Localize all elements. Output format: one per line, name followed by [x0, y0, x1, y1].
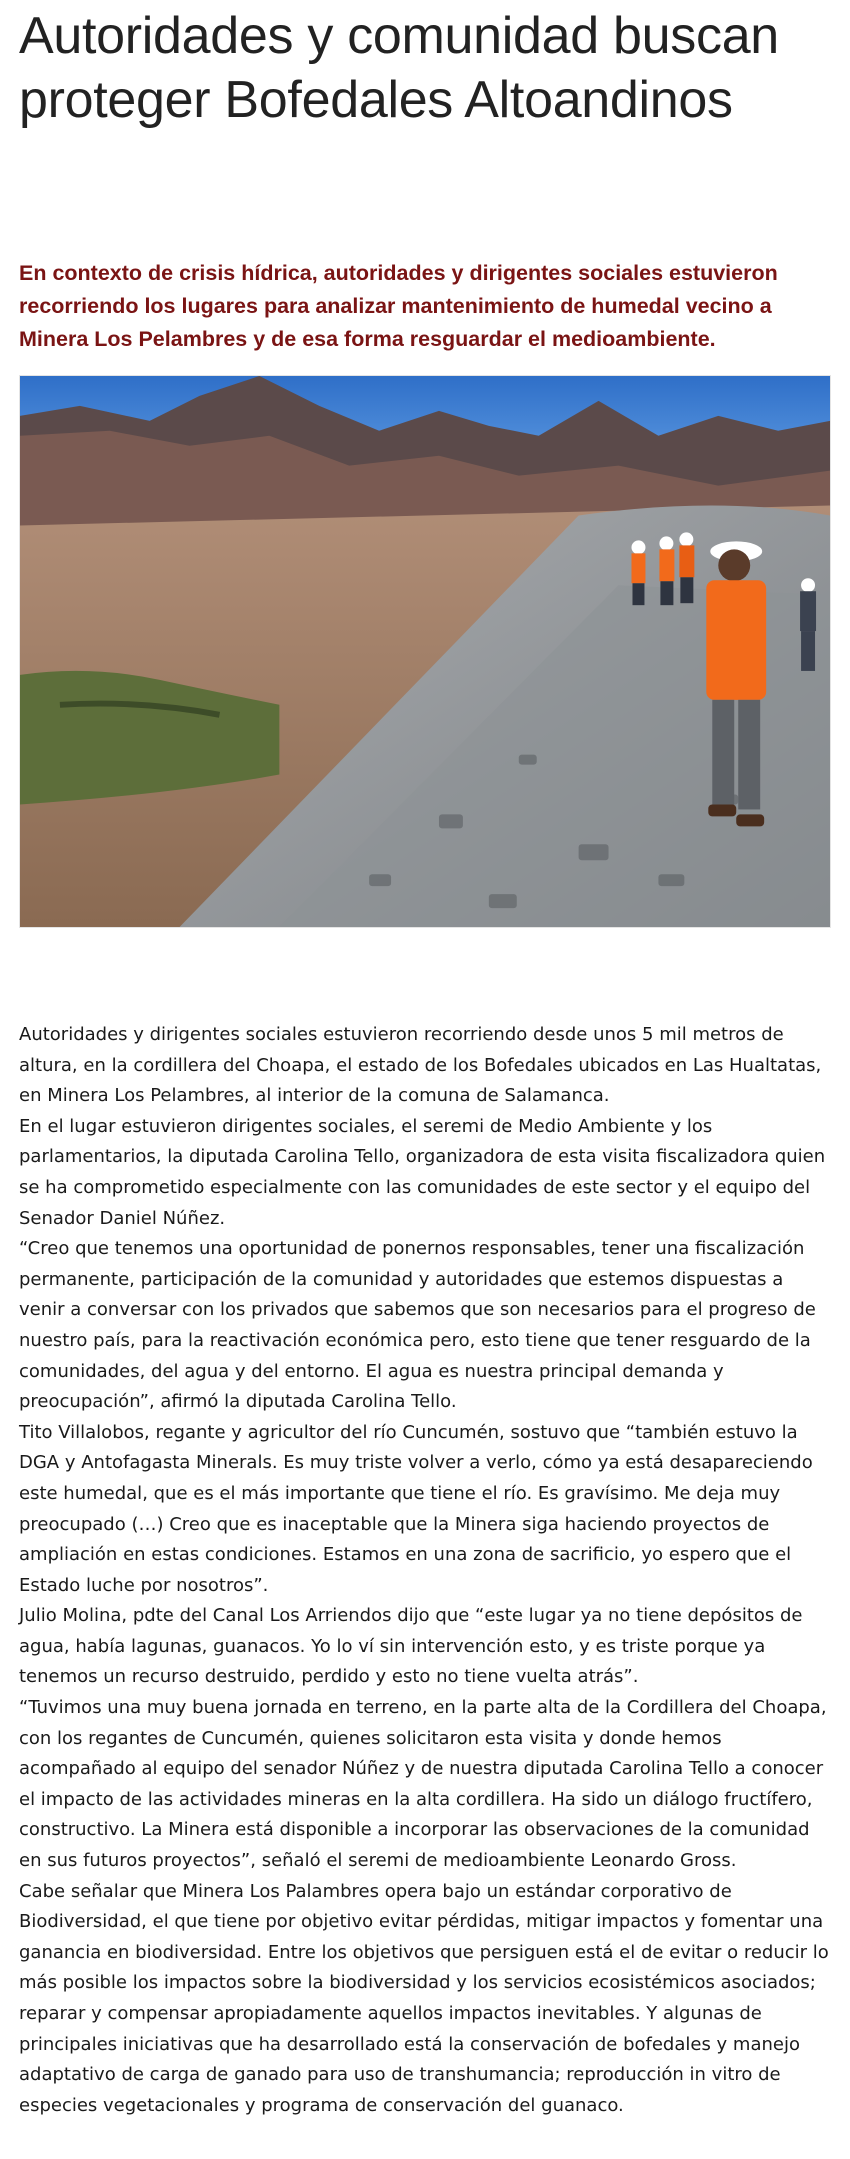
mountain-photo-illustration	[20, 376, 830, 927]
body-paragraph: Cabe señalar que Minera Los Palambres opera bajo un estándar corporativo de Biodiversidad, el que tiene por objetivo evitar pérdidas, mitigar impactos y fomentar una ganancia en biodiversidad. Entre los objetivos que persiguen está el de evitar o reducir lo más posible los impactos sobre la biodiversidad y los servicios ecosistémicos asociados; reparar y compensar apropiadamente aquellos impactos inevitables. Y algunas de principales iniciativas que ha desarrollado está la conservación de bofedales y manejo adaptativo de carga de ganado para uso de transhumancia; reproducción in vitro de especies vegetacionales y programa de conservación del guanaco.	[19, 1880, 829, 2116]
body-paragraph: En el lugar estuvieron dirigentes sociales, el seremi de Medio Ambiente y los parlamentarios, la diputada Carolina Tello, organizadora de esta visita fiscalizadora quien se ha comprometido especialmente con las comunidades de este sector y el equipo del Senador Daniel Núñez.	[19, 1115, 826, 1229]
article-lead: En contexto de crisis hídrica, autoridades y dirigentes sociales estuvieron recorriendo los lugares para analizar mantenimiento de humedal vecino a Minera Los Pelambres y de esa forma resguardar el medioambiente.	[19, 261, 778, 351]
article-title: Autoridades y comunidad buscan proteger Bofedales Altoandinos	[19, 7, 779, 129]
body-paragraph: “Tuvimos una muy buena jornada en terreno, en la parte alta de la Cordillera del Choapa, con los regantes de Cuncumén, quienes solicitaron esta visita y donde hemos acompañado al equipo del senador Núñez y de nuestra diputada Carolina Tello a conocer el impacto de las actividades mineras en la alta cordillera. Ha sido un diálogo fructífero, constructivo. La Minera está disponible a incorporar las observaciones de la comunidad en sus futuros proyectos”, señaló el seremi de medioambiente Leonardo Gross.	[19, 1697, 827, 1872]
article	[19, 0, 831, 2116]
body-paragraph: Julio Molina, pdte del Canal Los Arriendos dijo que “este lugar ya no tiene depósitos de agua, había lagunas, guanacos. Yo lo ví sin intervención esto, y es triste porque ya tenemos un recurso destruido, perdido y esto no tiene vuelta atrás”.	[19, 1605, 803, 1688]
article-body	[19, 1020, 831, 2121]
body-paragraph: Tito Villalobos, regante y agricultor del río Cuncumén, sostuvo que “también estuvo la DGA y Antofagasta Minerals. Es muy triste volver a verlo, cómo ya está desapareciendo este humedal, que es el más importante que tiene el río. Es gravísimo. Me deja muy preocupado (…) Creo que es inaceptable que la Minera siga haciendo proyectos de ampliación en estas condiciones. Estamos en una zona de sacrificio, yo espero que el Estado luche por nosotros”.	[19, 1421, 813, 1596]
article-photo	[19, 375, 831, 928]
body-paragraph: Autoridades y dirigentes sociales estuvieron recorriendo desde unos 5 mil metros de altura, en la cordillera del Choapa, el estado de los Bofedales ubicados en Las Hualtatas, en Minera Los Pelambres, al interior de la comuna de Salamanca.	[19, 1024, 822, 1107]
body-paragraph: “Creo que tenemos una oportunidad de ponernos responsables, tener una fiscalización permanente, participación de la comunidad y autoridades que estemos dispuestas a venir a conversar con los privados que sabemos que son necesarios para el progreso de nuestro país, para la reactivación económica pero, esto tiene que tener resguardo de la comunidades, del agua y del entorno. El agua es nuestra principal demanda y preocupación”, afirmó la diputada Carolina Tello.	[19, 1238, 816, 1413]
